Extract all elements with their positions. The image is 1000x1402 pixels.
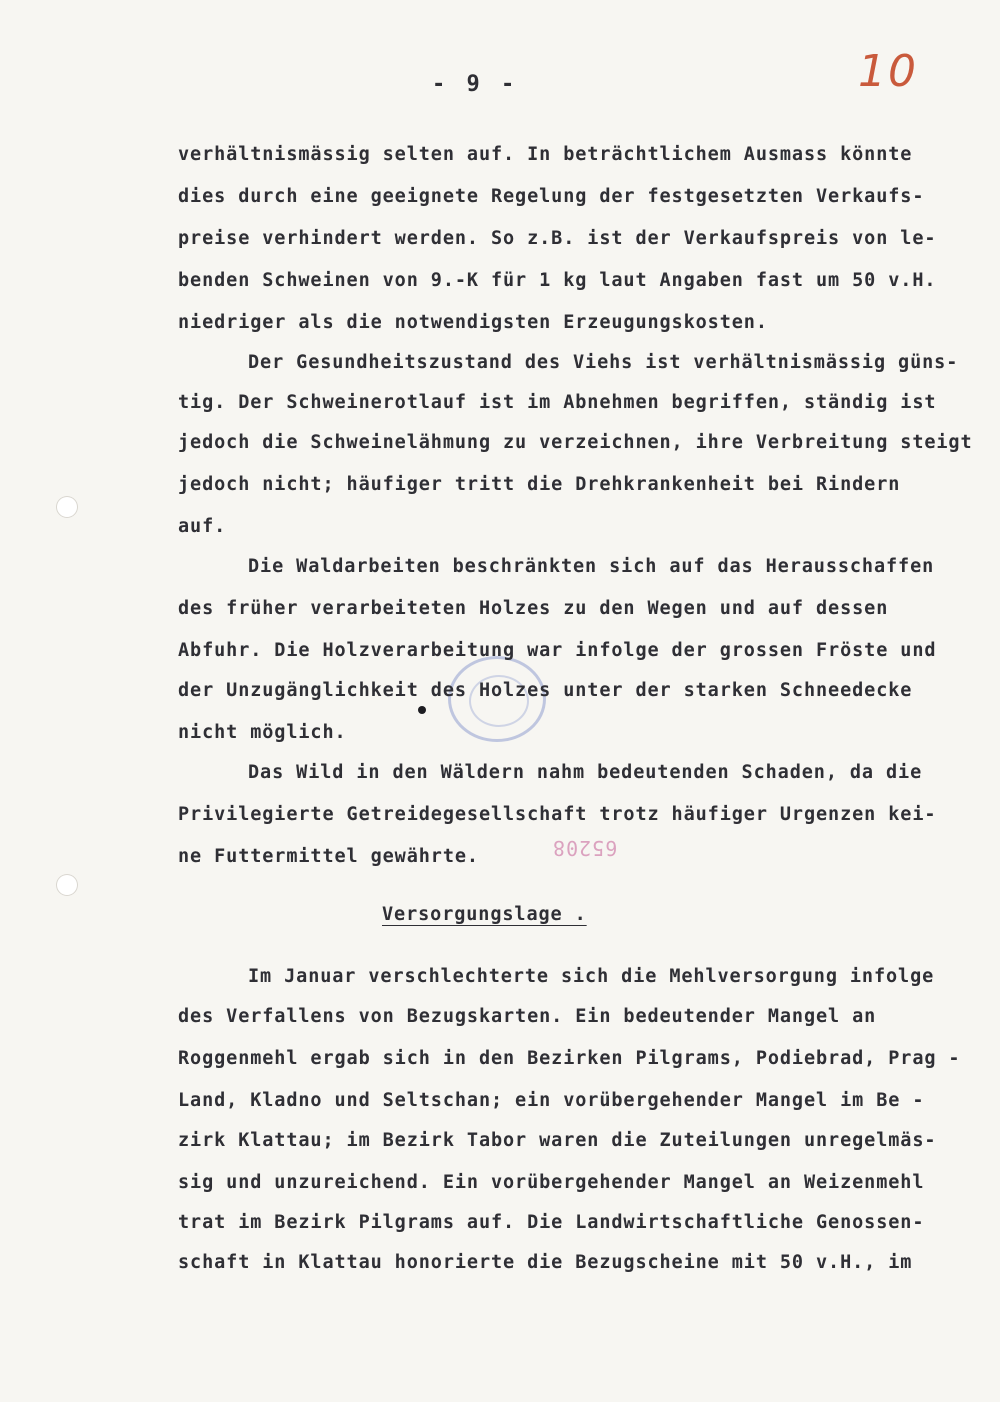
text-line: des früher verarbeiteten Holzes zu den Wegen und auf dessen	[178, 598, 889, 619]
file-number-stamp: 65208	[552, 836, 618, 860]
text-line: sig und unzureichend. Ein vorübergehender Mangel an Weizenmehl	[178, 1172, 925, 1193]
text-line: Im Januar verschlechterte sich die Mehlversorgung infolge	[248, 966, 935, 987]
text-line: tig. Der Schweinerotlauf ist im Abnehmen begriffen, ständig ist	[178, 392, 937, 413]
text-line: des Verfallens von Bezugskarten. Ein bedeutender Mangel an	[178, 1006, 877, 1027]
text-line: benden Schweinen von 9.-K für 1 kg laut Angaben fast um 50 v.H.	[178, 270, 937, 291]
text-line: Privilegierte Getreidegesellschaft trotz häufiger Urgenzen kei-	[178, 804, 937, 825]
punch-hole	[56, 496, 78, 518]
handwritten-archive-number: 10	[858, 46, 918, 97]
text-line: Das Wild in den Wäldern nahm bedeutenden Schaden, da die	[248, 762, 923, 783]
ink-dot	[418, 706, 426, 714]
text-line: Abfuhr. Die Holzverarbeitung war infolge der grossen Fröste und	[178, 640, 937, 661]
text-line: jedoch die Schweinelähmung zu verzeichnen, ihre Verbreitung steigt	[178, 432, 973, 453]
text-line: Roggenmehl ergab sich in den Bezirken Pilgrams, Podiebrad, Prag -	[178, 1048, 961, 1069]
text-line: dies durch eine geeignete Regelung der festgesetzten Verkaufs-	[178, 186, 925, 207]
text-line: Land, Kladno und Seltschan; ein vorübergehender Mangel im Be -	[178, 1090, 925, 1111]
text-line: Die Waldarbeiten beschränkten sich auf das Herausschaffen	[248, 556, 935, 577]
text-line: verhältnismässig selten auf. In beträchtlichem Ausmass könnte	[178, 144, 913, 165]
text-line: zirk Klattau; im Bezirk Tabor waren die Zuteilungen unregelmäs-	[178, 1130, 937, 1151]
page-number: - 9 -	[432, 72, 519, 97]
text-line: preise verhindert werden. So z.B. ist der Verkaufspreis von le-	[178, 228, 937, 249]
text-line: niedriger als die notwendigsten Erzeugungskosten.	[178, 312, 768, 333]
text-line: nicht möglich.	[178, 722, 347, 743]
punch-hole	[56, 874, 78, 896]
text-line: schaft in Klattau honorierte die Bezugscheine mit 50 v.H., im	[178, 1252, 913, 1273]
text-line: auf.	[178, 516, 227, 537]
section-heading: Versorgungslage .	[382, 904, 587, 925]
text-line: jedoch nicht; häufiger tritt die Drehkrankenheit bei Rindern	[178, 474, 901, 495]
text-line: der Unzugänglichkeit des Holzes unter der starken Schneedecke	[178, 680, 913, 701]
text-line: trat im Bezirk Pilgrams auf. Die Landwirtschaftliche Genossen-	[178, 1212, 925, 1233]
text-line: Der Gesundheitszustand des Viehs ist verhältnismässig güns-	[248, 352, 959, 373]
text-line: ne Futtermittel gewährte.	[178, 846, 479, 867]
